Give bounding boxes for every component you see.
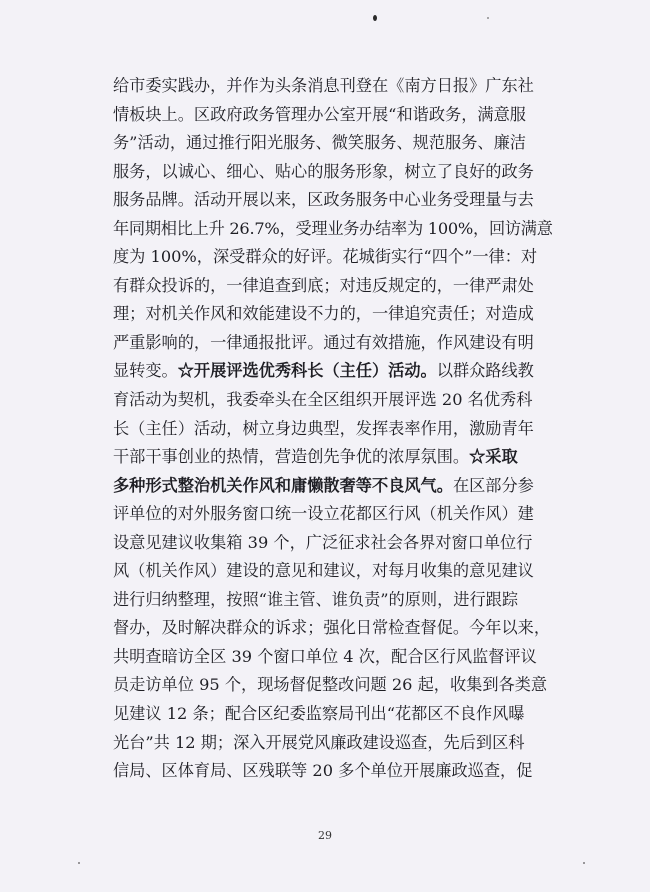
text-line [113, 671, 553, 700]
text-line [113, 415, 553, 444]
text-line [113, 643, 553, 672]
text-line [113, 215, 553, 244]
line-text: 育活动为契机，我委牵头在全区组织开展评选 20 名优秀科 [113, 390, 533, 410]
bold-heading-text: ☆开展评选优秀科长（主任）活动。 [177, 361, 437, 381]
text-line [113, 557, 553, 586]
text-line [113, 101, 553, 130]
text-line [113, 186, 553, 215]
line-text: 见建议 12 条；配合区纪委监察局刊出“花都区不良作风曝 [113, 704, 525, 724]
text-line [113, 500, 553, 529]
text-line [113, 729, 553, 758]
text-line [113, 329, 553, 358]
line-text: 评单位的对外服务窗口统一设立花都区行风（机关作风）建 [113, 504, 534, 524]
text-line [113, 272, 553, 301]
bold-heading-text: 多种形式整治机关作风和庸懒散奢等不良风气。 [113, 475, 453, 495]
line-text: 显转变。 [113, 361, 178, 381]
text-line [113, 386, 553, 415]
line-text: 服务品牌。活动开展以来，区政务服务中心业务受理量与去 [113, 190, 534, 210]
line-text: 务”活动，通过推行阳光服务、微笑服务、规范服务、廉洁 [113, 133, 526, 153]
text-line [113, 472, 553, 501]
text-line [113, 529, 553, 558]
line-text: 光台”共 12 期；深入开展党风廉政建设巡查，先后到区科 [113, 732, 525, 752]
line-text: 干部干事创业的热情，营造创先争优的浓厚氛围。 [113, 447, 470, 467]
text-line [113, 357, 553, 386]
text-line [113, 72, 553, 101]
line-text: 有群众投诉的，一律追查到底；对违反规定的，一律严肃处 [113, 275, 534, 295]
line-text: 长（主任）活动，树立身边典型，发挥表率作用，激励青年 [113, 418, 534, 438]
line-text: 进行归纳整理，按照“谁主管、谁负责”的原则，进行跟踪 [113, 589, 519, 609]
text-line [113, 614, 553, 643]
page-number: 29 [318, 829, 332, 842]
bold-heading-text: ☆采取 [469, 447, 518, 467]
line-text: 在区部分参 [452, 475, 534, 495]
line-text: 督办，及时解决群众的诉求；强化日常检查督促。今年以来， [113, 618, 551, 638]
line-text: 年同期相比上升 26.7%，受理业务办结率为 100%，回访满意 [113, 218, 553, 238]
text-line [113, 243, 553, 272]
line-text: 风（机关作风）建设的意见和建议，对每月收集的意见建议 [113, 561, 534, 581]
scan-speck [373, 15, 377, 21]
text-line [113, 757, 553, 786]
line-text: 服务，以诚心、细心、贴心的服务形象，树立了良好的政务 [113, 161, 534, 181]
line-text: 员走访单位 95 个，现场督促整改问题 26 起，收集到各类意 [113, 675, 548, 695]
scan-speck [78, 862, 80, 864]
line-text: 情板块上。区政府政务管理办公室开展“和谐政务，满意服 [113, 104, 526, 124]
line-text: 设意见建议收集箱 39 个，广泛征求社会各界对窗口单位行 [113, 532, 533, 552]
body-text [113, 72, 553, 786]
text-line [113, 300, 553, 329]
scan-speck [583, 862, 585, 864]
line-text: 以群众路线教 [436, 361, 534, 381]
line-text: 给市委实践办，并作为头条消息刊登在《南方日报》广东社 [113, 76, 534, 95]
text-line [113, 158, 553, 187]
line-text: 共明查暗访全区 39 个窗口单位 4 次，配合区行风监督评议 [113, 646, 537, 666]
scan-speck [487, 17, 489, 19]
text-line [113, 700, 553, 729]
line-text: 信局、区体育局、区残联等 20 多个单位开展廉政巡查，促 [113, 761, 533, 781]
text-line [113, 129, 553, 158]
line-text: 严重影响的，一律通报批评。通过有效措施，作风建设有明 [113, 332, 534, 352]
line-text: 理；对机关作风和效能建设不力的，一律追究责任；对造成 [113, 304, 534, 324]
line-text: 度为 100%，深受群众的好评。花城街实行“四个”一律：对 [113, 247, 538, 267]
text-line [113, 586, 553, 615]
text-line [113, 443, 553, 472]
